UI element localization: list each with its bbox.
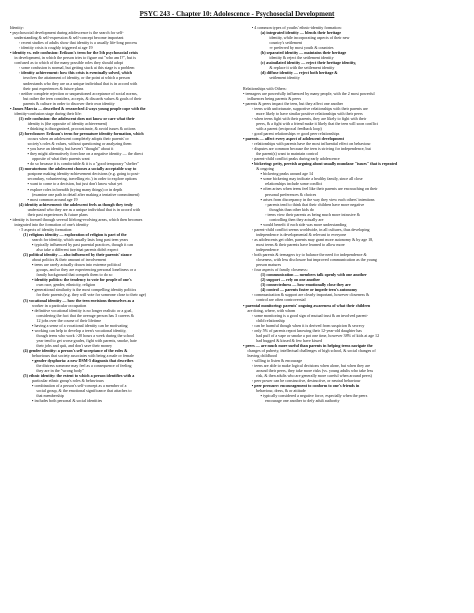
right-text-line: ◦ both parents & teenagers try to balance the need for independence & bbox=[251, 252, 367, 258]
left-text-line: ▪ generational similarity is the most compelling identity politics bbox=[32, 287, 137, 293]
left-text-line: ▪ combination of a person's self-concept as a member of a bbox=[32, 383, 127, 389]
right-text-line: with a parent (reciprocal feedback loop) bbox=[256, 125, 322, 131]
left-text-line: • James Marcia — described & researched 4 ways young people cope with the bbox=[10, 105, 146, 111]
right-text-line: peers, & a fight with a friend make it likely that the teen will soon conflict bbox=[256, 120, 378, 126]
left-text-line: opposite of what their parents want bbox=[32, 156, 90, 162]
left-text-line: • gender dysphoria: a new DSM-5 diagnosis that describes bbox=[32, 358, 134, 364]
left-text-line: social group, & the emotional significance that attaches to bbox=[36, 388, 132, 394]
right-text-line: influences being parents & peers bbox=[247, 95, 302, 101]
right-text-line: ▪ arises from discrepancy in the way they view each others' intentions bbox=[260, 196, 375, 202]
left-text-line: • psychosocial development during adolescence is the search for self- bbox=[10, 30, 124, 36]
left-text-line: ▪ having a sense of a vocational identity can be motivating bbox=[32, 322, 128, 328]
right-text-line: ◦ when teens fight with their parents, they are likely to fight with their bbox=[251, 115, 367, 121]
left-text-line: (3) moratorium: the adolescent chooses a socially acceptable way to bbox=[18, 166, 137, 172]
right-text-line: controlling then they actually are bbox=[269, 216, 324, 222]
left-text-line: society's roles & values, without questioning or analyzing them bbox=[27, 141, 132, 147]
left-text-line: also take a different turn that parents didn't expect bbox=[36, 247, 119, 253]
left-text-line: (2) foreclosure: Erikson's term for premature identity formation, which bbox=[18, 130, 144, 136]
right-text-line: ⇒ preferred by most youth & countries bbox=[269, 45, 334, 51]
left-text-line: (5) ethnic identity: the extent to which a person identifies with a bbox=[23, 373, 135, 379]
left-text-line: ◦ identity crisis is roughly triggered at age 19 bbox=[18, 45, 93, 51]
right-text-line: changes of puberty, intellectual challenges of high school, & social changes of bbox=[247, 347, 376, 353]
left-text-line: behaviours that society associates with being a male or female bbox=[32, 353, 134, 359]
right-text-line: ◦ communication & support are clearly important, however closeness & bbox=[251, 292, 370, 298]
right-text-line: risk, & then adults who are generally more careful when around peers) bbox=[256, 373, 372, 379]
right-text-line: ◦ willing to listen & encourage bbox=[251, 358, 303, 364]
left-text-line: ◦ 5 aspects of identity formation: bbox=[18, 226, 73, 232]
right-text-line: settlement identity bbox=[269, 75, 300, 81]
right-text-line: had bugged & kissed & few have kissed bbox=[256, 337, 323, 343]
right-text-line: are doing, where, with whom bbox=[247, 307, 296, 313]
left-text-line: understands who they are as a unique individual that is in accord with bbox=[23, 80, 138, 86]
left-text-line: (3) vocational identity — how the teen envisions themselves as a bbox=[23, 297, 135, 303]
right-text-line: ◦ parent-child conflict seems worldwide, in all cultures, thus developing bbox=[251, 226, 370, 232]
right-text-line: • bickering: petty, peevish arguing about usually mundane "issues" that is repeated bbox=[251, 161, 398, 167]
right-text-line: ◦ four aspects of family closeness: bbox=[251, 267, 308, 273]
right-text-line: ◦ relationships with parents have the most influential effect on behaviour bbox=[251, 141, 371, 147]
right-text-line: ▪ typically considered a negative force, especially when the peers bbox=[260, 393, 368, 399]
left-text-line: secondary, volunteering, travelling etc.) in order to explore options bbox=[27, 176, 138, 182]
left-text-line: own race, gender, ethnicity, religion bbox=[36, 282, 96, 288]
left-text-line: search for identity, which usually lasts long past teen years bbox=[32, 236, 129, 242]
left-text-line: • identity politics: the tendency to vote for people of one's bbox=[32, 277, 132, 283]
left-text-line: parents & culture in order to discover their own identity bbox=[23, 100, 115, 106]
left-text-line: ◦ neither complete rejection or unquestioned acceptance of social norms, bbox=[18, 90, 138, 96]
right-text-line: ◦ parent-child conflict peaks during early adolescence bbox=[251, 156, 340, 162]
left-text-line: their past experiences & future plans bbox=[27, 211, 88, 217]
left-text-line: family background that compels them to do so bbox=[36, 272, 113, 278]
left-text-line: • identity is formed through several lifelong-evolving areas, which then becomes bbox=[10, 216, 143, 222]
right-text-line: (2) support — rely on one another bbox=[260, 277, 321, 283]
right-text-line: ◦ teens are able to make logical decisions when alone, but when they are bbox=[251, 363, 371, 369]
right-text-line: ◦ teens with unfortunate, supportive relationships with their parents are bbox=[251, 105, 368, 111]
right-text-line: ▪ would benefit if each side was more understanding bbox=[260, 221, 347, 227]
left-text-line: (4) identity achievement: the adolescent feels as though they truly bbox=[18, 201, 133, 207]
left-text-line: (1) role confusion: the adolescent does not know or care what their bbox=[18, 115, 135, 121]
left-text-line: 12 jobs over the course of their lifetime bbox=[36, 317, 102, 323]
right-text-line: encourage one another to defy adult authority bbox=[265, 398, 340, 404]
left-text-line: ▪ thinking is disorganized, procrastinate, & avoid issues & actions bbox=[27, 125, 136, 131]
left-text-line: though teens who work >20 hours a week during the school bbox=[36, 332, 135, 338]
left-text-line: understand who they are as a unique individual that is in accord with bbox=[27, 206, 141, 212]
left-text-line: identity-confusion stage during their life: bbox=[14, 110, 82, 116]
right-text-line: • parental monitoring: parents' ongoing awareness of what their children bbox=[243, 302, 371, 308]
right-text-line: ◦ peer power can be constructive, destructive, or neutral behaviour bbox=[251, 378, 361, 384]
right-text-line: thoughts than other kids do bbox=[269, 206, 314, 212]
right-text-line: behaviour, dress, & or attitude bbox=[256, 388, 306, 394]
right-text-line: had puff of a vape or smoke a pot one time, however 38% of kids at age 12 bbox=[256, 332, 380, 338]
left-text-line: integrated into the formation of one's identity bbox=[14, 221, 89, 227]
left-text-line: about politics & their amount of involvement bbox=[32, 257, 107, 263]
right-text-line: Relationships with Others: bbox=[243, 85, 287, 91]
left-text-line: involves the attainment of identity, or the point at which a person bbox=[23, 75, 130, 81]
right-text-line: (d) diffuse identity — reject both heritage & bbox=[260, 70, 338, 76]
left-text-line: ◦ identity achievement: how this crisis is eventually solved, which bbox=[18, 70, 132, 76]
left-text-line: identity is (the opposite of identity achievement) bbox=[27, 120, 108, 126]
right-text-line: more likely to have similar positive relationships with their peers bbox=[256, 110, 363, 116]
right-text-line: (4) control — parents foster or impede teen's autonomy bbox=[260, 287, 358, 293]
right-text-line: leaving childhood bbox=[247, 353, 277, 358]
left-text-line: in development, in which the person tries to figure out "who am I?", but is bbox=[14, 55, 136, 61]
right-text-line: independence is developmental & relevant to everyone bbox=[256, 231, 347, 237]
right-text-line: ◦ teens view their parents as being much more intrusive & bbox=[265, 211, 360, 217]
left-text-line: worker in a particular occupation bbox=[32, 302, 87, 308]
left-text-line: postpone making identity-achievement decisions (e.g. going to post- bbox=[27, 171, 140, 177]
left-text-line: for their parents (e.g. they will vote for someone close to their age) bbox=[36, 292, 146, 298]
right-column bbox=[239, 25, 464, 404]
right-text-line: most teens & their parents have learned to allow more bbox=[256, 241, 345, 247]
right-text-line: • 4 common types of youths' ethnic-identity formation: bbox=[251, 25, 342, 30]
right-text-line: ◦ can be harmful though when it is derived from suspicion & secrecy bbox=[251, 322, 365, 328]
right-text-line: ▪ bickering peaks around age 14 bbox=[260, 171, 314, 177]
right-text-line: • peer pressure: encouragement to conform to one's friends in bbox=[251, 383, 360, 389]
left-column bbox=[10, 25, 231, 404]
left-text-line: considering the fact that the average person has 3 careers & bbox=[36, 312, 134, 318]
right-text-line: around their peers, they take more risks (vs. young adults who take less bbox=[256, 368, 374, 374]
left-text-line: particular ethnic group's roles & behaviours bbox=[32, 378, 104, 384]
left-text-line: ▪ includes both personal & social identities bbox=[32, 398, 103, 404]
right-text-line: (1) communication — members talk openly with one another bbox=[260, 272, 367, 278]
left-text-line: but rather the teen considers, accepts, & discards values & goals of their bbox=[23, 95, 142, 101]
left-text-line: (examine one path in detail after making a tentative commitment) bbox=[32, 191, 140, 197]
left-text-line: ▪ want to come to a decision, but just don't know what yet bbox=[27, 181, 123, 187]
left-text-line: ▪ they might alternatively foreclose on a negative identity — the direct bbox=[27, 151, 144, 157]
left-text-line: ▪ teens are rarely actually drawn into extreme political bbox=[32, 262, 121, 268]
left-text-line: ▪ do so because it is comfortable & it is a "good temporary "shelter" bbox=[27, 161, 139, 167]
right-text-line: child relationship bbox=[256, 317, 285, 323]
two-columns bbox=[10, 25, 464, 404]
right-text-line: • teenagers are powerfully influenced by many people, with the 2 most powerful bbox=[243, 90, 375, 96]
right-text-line: (a) integrated identity — blends their heritage bbox=[260, 30, 342, 36]
right-text-line: (c) assimilated identity — reject their heritage identity, bbox=[260, 60, 357, 66]
left-text-line: ▪ definitive vocational identity is no longer realistic or a goal, bbox=[32, 307, 133, 313]
right-text-line: person matures bbox=[256, 262, 282, 268]
left-text-line: confused as to which of the many possible roles they should adopt bbox=[14, 60, 123, 66]
right-text-line: • parents & peers impact the teen, but they affect one another bbox=[243, 100, 344, 106]
right-text-line: & replace it with the settlement identity bbox=[269, 65, 335, 71]
right-text-line: closeness, with less disclosure but improved communication as the young bbox=[256, 257, 377, 263]
left-text-line: their past experiences & future plans bbox=[23, 85, 84, 91]
right-text-line: (3) connectedness — how emotionally close they are bbox=[260, 282, 351, 288]
right-text-line: ◦ only 5% of parents report knowing their 12-year-old daughter has bbox=[251, 327, 362, 333]
right-text-line: control are often controversial bbox=[256, 297, 306, 303]
left-text-line: that membership bbox=[36, 393, 64, 399]
left-text-line: they are in the "wrong body" bbox=[36, 368, 84, 374]
left-text-line: (2) political identity — also influenced by their parents' stance bbox=[23, 252, 132, 258]
left-text-line: ◦ recent studies of adults show that identity is a usually life-long process bbox=[18, 40, 138, 46]
right-text-line: independence bbox=[256, 247, 279, 253]
right-text-line: ◦ some monitoring is a good sign of mutual trust & an involved parent- bbox=[251, 312, 368, 318]
right-text-line: identity & reject the settlement identity bbox=[269, 55, 334, 61]
left-text-line: ◦ some confusion is normal, but getting stuck at this stage is a problem bbox=[18, 65, 135, 71]
left-text-line: (4) gender identity: a person's self-acceptance of the roles & bbox=[23, 348, 128, 353]
right-text-line: (b) separated identity — maintains their heritage bbox=[260, 50, 347, 56]
left-text-line: understanding & self-expression & self-concept become important bbox=[14, 35, 124, 41]
right-text-line: ◦ as adolescents get older, parents may grant more autonomy & by age 18, bbox=[251, 236, 374, 242]
right-text-line: country's settlement bbox=[269, 40, 303, 46]
right-text-line: relationships include some conflict bbox=[265, 181, 323, 187]
right-text-line: identity, while incorporating aspects of their new bbox=[269, 35, 350, 41]
left-text-line: their jobs and quit, and don't save their money bbox=[36, 342, 113, 348]
right-text-line: ◦ parents tend to think that their children have more negative bbox=[265, 201, 365, 207]
page-title: PSYC 243 - Chapter 10: Adolescence - Psychosocial Development bbox=[139, 10, 335, 18]
left-text-line: year tend to get worse grades, fight with parents, smoke, hate bbox=[36, 337, 137, 343]
left-text-line: ▪ most common around age 19 bbox=[27, 196, 78, 202]
right-text-line: the parent(s) want to maintain control bbox=[256, 151, 318, 157]
left-text-line: ▪ working can help to develop a teen's vocational identity, bbox=[32, 327, 127, 333]
left-text-line: ▪ typically influenced by past parental practices, though it can bbox=[32, 242, 134, 248]
right-text-line: • parents — affect every aspect of adolescent development bbox=[243, 135, 344, 141]
right-text-line: ◦ good parent relationships ⇒ good peer relationships bbox=[251, 130, 340, 136]
left-text-line: groups, and so they are experiencing personal loneliness or a bbox=[36, 267, 136, 273]
left-text-line: (1) religious identity — exploration of religion is part of the bbox=[23, 231, 127, 237]
left-text-line: ▪ explore roles in breadth (trying many things) or in depth bbox=[27, 186, 123, 192]
right-text-line: personal preferences & choices bbox=[265, 191, 317, 197]
left-text-line: occurs when an adolescent completely adopts their parents' or bbox=[27, 136, 129, 142]
right-text-line: & ongoing bbox=[256, 166, 274, 172]
right-text-line: ▪ often arises when teens feel like their parents are encroaching on their bbox=[260, 186, 378, 192]
right-text-line: ▪ some bickering may indicate a healthy family, since all close bbox=[260, 176, 363, 182]
left-text-line: ▪ you have an identity, but haven't "thought" about it bbox=[27, 146, 114, 152]
right-text-line: ◦ disputes are common because the teen is striving for independence, but bbox=[251, 146, 371, 152]
left-text-line: the distress someone may feel as a consequence of feeling bbox=[36, 363, 132, 369]
right-text-line: • peers — are much more useful than parents in helping teens navigate the bbox=[243, 342, 373, 348]
left-text-line: • identity vs. role confusion: Erikson's term for the 5th psychosocial crisis bbox=[10, 50, 138, 56]
left-text-line: Identity: bbox=[10, 25, 24, 30]
